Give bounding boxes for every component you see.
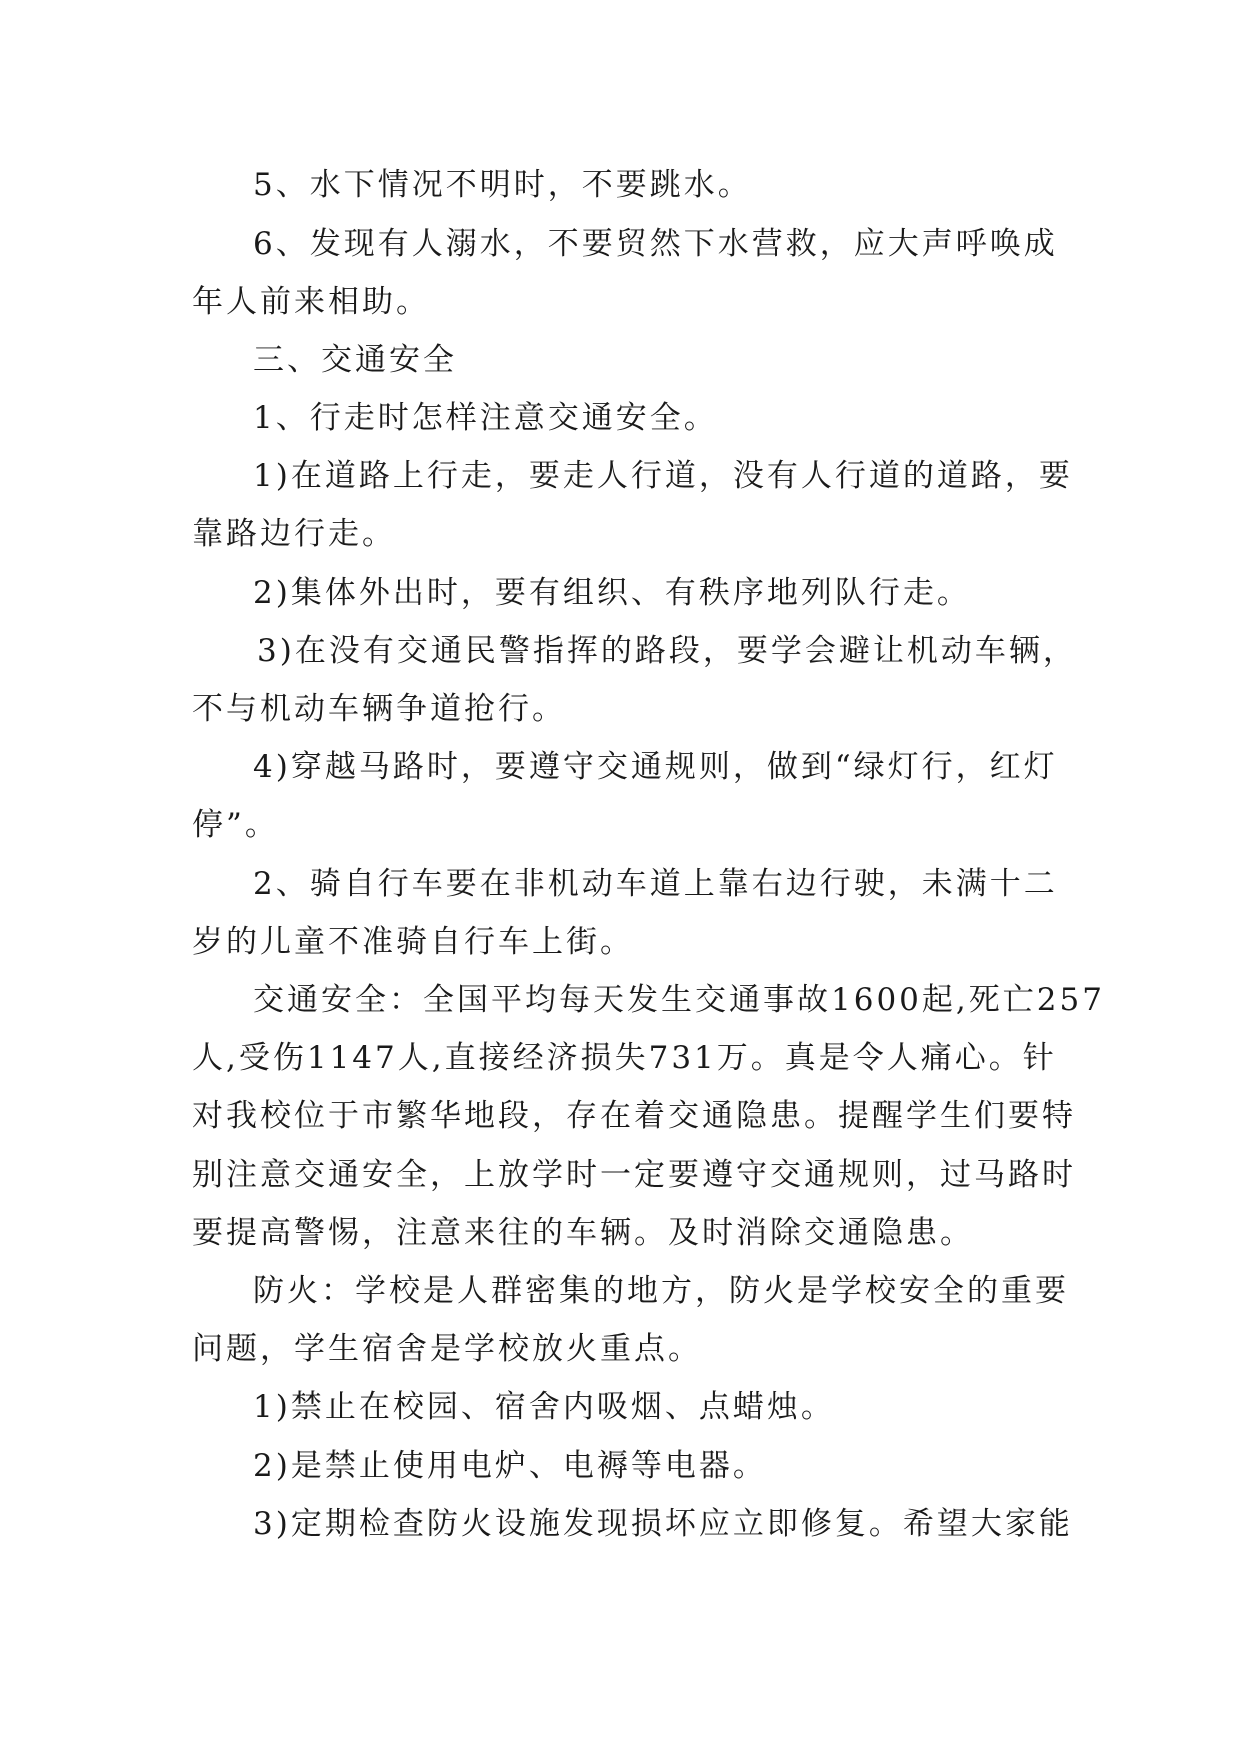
text-line: 人,受伤1147人,直接经济损失731万。真是令人痛心。针 — [192, 1040, 1057, 1076]
text-line: 不与机动车辆争道抢行。 — [192, 691, 566, 727]
text-line: 2、骑自行车要在非机动车道上靠右边行驶，未满十二 — [253, 866, 1058, 902]
text-line: 5、水下情况不明时，不要跳水。 — [253, 167, 752, 203]
text-line: 1)在道路上行走，要走人行道，没有人行道的道路，要 — [253, 458, 1073, 494]
text-line: 别注意交通安全，上放学时一定要遵守交通规则，过马路时 — [192, 1157, 1076, 1193]
text-line: 问题，学生宿舍是学校放火重点。 — [192, 1331, 702, 1367]
text-line: 2)是禁止使用电炉、电褥等电器。 — [253, 1448, 767, 1484]
text-line: 靠路边行走。 — [192, 516, 396, 552]
text-line: 防火：学校是人群密集的地方，防火是学校安全的重要 — [253, 1273, 1069, 1309]
text-line: 停”。 — [192, 807, 279, 843]
text-line: 岁的儿童不准骑自行车上街。 — [192, 924, 634, 960]
section-heading: 三、交通安全 — [253, 342, 457, 378]
text-line: 交通安全：全国平均每天发生交通事故1600起,死亡257 — [253, 982, 1105, 1018]
text-line: 3)在没有交通民警指挥的路段，要学会避让机动车辆， — [257, 633, 1077, 669]
text-line: 6、发现有人溺水，不要贸然下水营救，应大声呼唤成 — [253, 226, 1058, 262]
text-line: 要提高警惕，注意来往的车辆。及时消除交通隐患。 — [192, 1215, 974, 1251]
text-line: 年人前来相助。 — [192, 284, 430, 320]
text-line: 2)集体外出时，要有组织、有秩序地列队行走。 — [253, 575, 971, 611]
text-line: 1)禁止在校园、宿舍内吸烟、点蜡烛。 — [253, 1389, 835, 1425]
text-line: 3)定期检查防火设施发现损坏应立即修复。希望大家能 — [253, 1506, 1073, 1542]
text-line: 1、行走时怎样注意交通安全。 — [253, 400, 718, 436]
text-line: 对我校位于市繁华地段，存在着交通隐患。提醒学生们要特 — [192, 1098, 1076, 1134]
text-line: 4)穿越马路时，要遵守交通规则，做到“绿灯行，红灯 — [253, 749, 1058, 785]
